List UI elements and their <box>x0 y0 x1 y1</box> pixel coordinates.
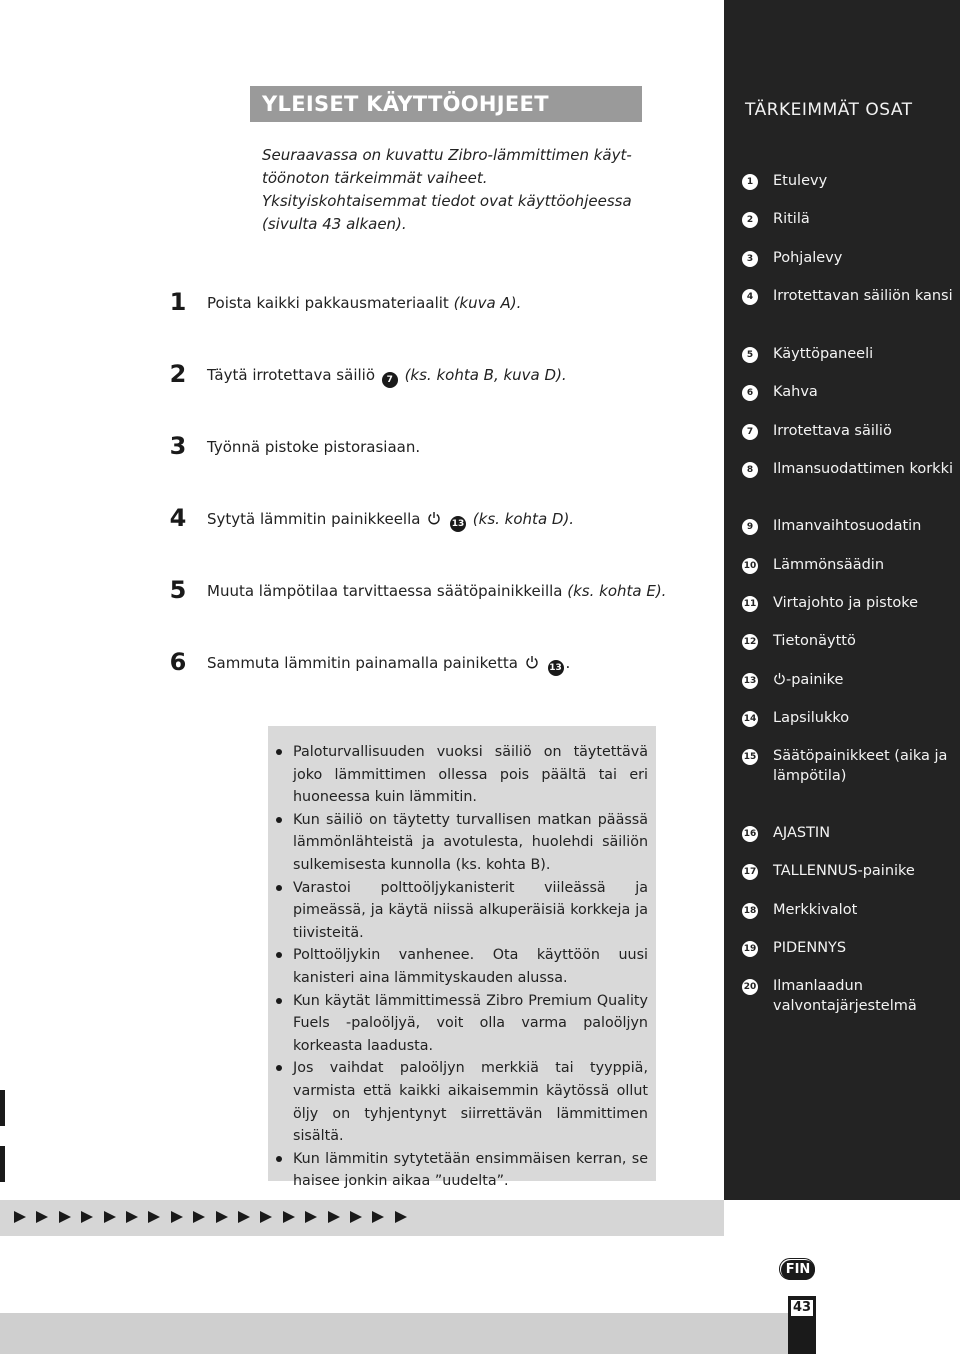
step-tail: . <box>565 654 571 672</box>
part-label <box>773 249 953 269</box>
arrow-marker <box>283 1211 295 1223</box>
margin-mark-bottom <box>0 1146 5 1182</box>
power-icon <box>427 511 441 525</box>
sidebar-title: TÄRKEIMMÄT OSAT <box>745 100 913 120</box>
power-icon <box>525 655 539 669</box>
part-label <box>773 862 953 882</box>
part-label <box>773 824 953 844</box>
part-label <box>773 345 953 365</box>
page-number: 43 <box>792 1300 812 1315</box>
part-number-badge: 13 <box>548 660 564 676</box>
arrow-marker <box>148 1211 160 1223</box>
part-label <box>773 594 953 614</box>
part-label-text: TALLENNUS-painike <box>773 863 915 879</box>
safety-note: Jos vaihdat paloöljyn merkkiä tai tyyppiä, varmista että kaikki aikaisemmin käytössä ollut öljy on tyhjentynyt siirrettävän lämmittimen sisältä. <box>276 1057 648 1147</box>
part-label-text: Irrotettava säiliö <box>773 423 892 439</box>
part-label <box>773 460 953 480</box>
step-label: Työnnä pistoke pistorasiaan. <box>207 438 421 456</box>
part-label-text: AJASTIN <box>773 825 831 841</box>
part-number-badge: 10 <box>742 558 758 574</box>
part-label-text: Ritilä <box>773 211 810 227</box>
part-label <box>773 287 953 307</box>
part-label-text: Merkkivalot <box>773 902 858 918</box>
margin-mark-top <box>0 1090 5 1126</box>
part-label <box>773 671 953 691</box>
part-label-text: Lapsilukko <box>773 710 850 726</box>
part-label-text: Tietonäyttö <box>773 633 856 649</box>
part-number-badge: 4 <box>742 289 758 305</box>
part-number-badge: 11 <box>742 596 758 612</box>
step-label: Täytä irrotettava säiliö <box>207 366 375 384</box>
part-label-text: Lämmönsäädin <box>773 557 885 573</box>
part-label-text: Pohjalevy <box>773 250 843 266</box>
part-number-badge: 13 <box>742 673 758 689</box>
part-label-text: Käyttöpaneeli <box>773 346 874 362</box>
arrow-marker <box>104 1211 116 1223</box>
step-reference: (ks. kohta E). <box>567 582 667 600</box>
step-item <box>166 432 686 462</box>
arrow-marker <box>305 1211 317 1223</box>
section-header <box>250 86 642 122</box>
step-number: 2 <box>169 360 187 388</box>
language-badge: FIN <box>781 1260 815 1280</box>
arrow-marker <box>14 1211 26 1223</box>
part-label <box>773 901 953 921</box>
step-number: 6 <box>169 648 187 676</box>
safety-notes-box <box>268 726 656 1190</box>
step-reference: (ks. kohta D). <box>472 510 575 528</box>
part-label <box>773 517 953 537</box>
step-number: 3 <box>169 432 187 460</box>
step-text <box>207 293 521 313</box>
step-number: 1 <box>169 288 187 316</box>
arrow-marker <box>350 1211 362 1223</box>
safety-note: Paloturvallisuuden vuoksi säiliö on täytettävä joko lämmittimen ollessa pois päältä tai eri huoneessa kuin lämmitin. <box>276 741 648 809</box>
step-text <box>207 509 574 532</box>
part-label <box>773 556 953 576</box>
safety-note: Polttoöljykin vanhenee. Ota käyttöön uusi kanisteri aina lämmityskauden alussa. <box>276 944 648 989</box>
part-number-badge: 7 <box>742 424 758 440</box>
part-number-badge: 13 <box>450 516 466 532</box>
part-label <box>773 977 953 1016</box>
power-icon <box>773 672 786 685</box>
part-number-badge: 2 <box>742 212 758 228</box>
part-label <box>773 422 953 442</box>
part-label-text: PIDENNYS <box>773 940 847 956</box>
arrow-marker <box>171 1211 183 1223</box>
part-label-text: Kahva <box>773 384 818 400</box>
arrow-marker <box>395 1211 407 1223</box>
part-number-badge: 17 <box>742 864 758 880</box>
part-number-badge: 9 <box>742 519 758 535</box>
arrow-band <box>0 1200 724 1236</box>
part-label-text: Virtajohto ja pistoke <box>773 595 919 611</box>
part-label-text: Ilmansuodattimen korkki <box>773 461 953 477</box>
part-label-text: Irrotettavan säiliön kansi <box>773 288 953 304</box>
safety-note: Kun käytät lämmittimessä Zibro Premium Quality Fuels -paloöljyä, voit olla varma paloöljyn korkeasta laadusta. <box>276 990 648 1058</box>
arrow-marker <box>81 1211 93 1223</box>
safety-notes-list <box>276 741 648 1193</box>
part-label <box>773 747 953 786</box>
step-label: Sytytä lämmitin painikkeella <box>207 510 421 528</box>
part-number-badge: 12 <box>742 634 758 650</box>
part-number-badge: 3 <box>742 251 758 267</box>
step-label: Sammuta lämmitin painamalla painiketta <box>207 654 518 672</box>
part-label <box>773 709 953 729</box>
step-item <box>166 576 686 606</box>
part-label-text: Ilmanvaihtosuodatin <box>773 518 922 534</box>
part-label <box>773 172 953 192</box>
step-label: Poista kaikki pakkausmateriaalit <box>207 294 449 312</box>
arrow-marker <box>193 1211 205 1223</box>
part-number-badge: 7 <box>382 372 398 388</box>
arrow-marker <box>216 1211 228 1223</box>
step-reference: (ks. kohta B, kuva D). <box>404 366 567 384</box>
step-item <box>166 360 686 390</box>
step-number: 4 <box>169 504 187 532</box>
step-reference: (kuva A). <box>453 294 522 312</box>
part-number-badge: 20 <box>742 979 758 995</box>
arrow-marker <box>260 1211 272 1223</box>
part-number-badge: 18 <box>742 903 758 919</box>
part-label <box>773 632 953 652</box>
part-number-badge: 8 <box>742 462 758 478</box>
part-number-badge: 5 <box>742 347 758 363</box>
part-number-badge: 14 <box>742 711 758 727</box>
part-label-text: Etulevy <box>773 173 828 189</box>
part-label <box>773 939 953 959</box>
step-text <box>207 365 567 388</box>
part-number-badge: 16 <box>742 826 758 842</box>
part-label-text: -painike <box>786 672 844 688</box>
part-number-badge: 15 <box>742 749 758 765</box>
bottom-band <box>0 1313 788 1354</box>
part-number-badge: 19 <box>742 941 758 957</box>
part-label <box>773 210 953 230</box>
step-text <box>207 437 420 457</box>
safety-note: Kun säiliö on täytetty turvallisen matkan päässä lämmönlähteistä ja avotulesta, huolehdi säiliön sulkemisesta kunnolla (ks. kohta B). <box>276 809 648 877</box>
arrow-marker <box>59 1211 71 1223</box>
arrow-marker <box>238 1211 250 1223</box>
step-item <box>166 648 686 678</box>
arrow-marker <box>126 1211 138 1223</box>
step-item <box>166 288 686 318</box>
step-item <box>166 504 686 534</box>
step-text <box>207 653 570 676</box>
arrow-marker <box>372 1211 384 1223</box>
intro-text: Seuraavassa on kuvattu Zibro-lämmittimen käyt-töönoton tärkeimmät vaiheet. Yksityiskohtaisemmat tiedot ovat käyttöohjeessa (sivulta 43 alkaen). <box>262 146 632 233</box>
part-label <box>773 383 953 403</box>
sidebar-main-parts <box>724 0 960 1200</box>
part-number-badge: 1 <box>742 174 758 190</box>
step-label: Muuta lämpötilaa tarvittaessa säätöpainikkeilla <box>207 582 563 600</box>
step-text <box>207 581 666 601</box>
part-label-text: Ilmanlaadun valvontajärjestelmä <box>773 978 917 1014</box>
safety-note: Kun lämmitin sytytetään ensimmäisen kerran, se haisee jonkin aikaa ”uudelta”. <box>276 1148 648 1193</box>
step-number: 5 <box>169 576 187 604</box>
arrow-marker <box>36 1211 48 1223</box>
section-title: YLEISET KÄYTTÖOHJEET <box>262 92 549 116</box>
part-number-badge: 6 <box>742 385 758 401</box>
arrow-marker <box>328 1211 340 1223</box>
safety-note: Varastoi polttoöljykanisterit viileässä ja pimeässä, ja käytä niissä alkuperäisiä korkkeja ja tiivisteitä. <box>276 877 648 945</box>
part-label-text: Säätöpainikkeet (aika ja lämpötila) <box>773 748 948 784</box>
